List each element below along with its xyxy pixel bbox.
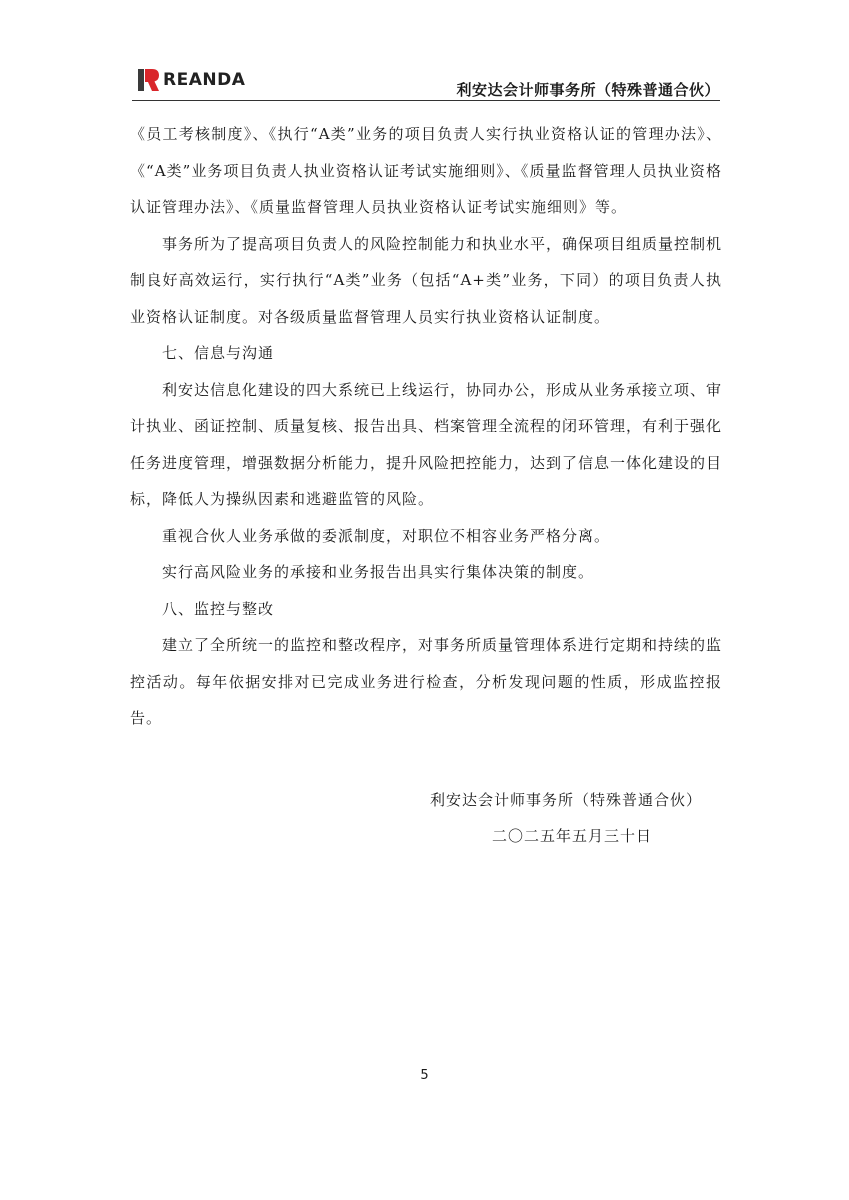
paragraph-monitoring-procedures: 建立了全所统一的监控和整改程序，对事务所质量管理体系进行定期和持续的监控活动。每年依据安排对已完成业务进行检查，分析发现问题的性质，形成监控报告。	[130, 636, 723, 727]
header-divider	[132, 100, 720, 101]
section-heading-information-communication: 七、信息与沟通	[162, 344, 275, 362]
signature-date: 二〇二五年五月三十日	[492, 827, 653, 845]
reanda-logo	[138, 67, 245, 93]
section-heading-monitoring-remediation: 八、监控与整改	[162, 599, 275, 618]
paragraph-regulations-list: 《员工考核制度》、《执行“A类”业务的项目负责人实行执业资格认证的管理办法》、《“A类”业务项目负责人执业资格认证考试实施细则》、《质量监督管理人员执业资格认证管理办法》、《质量监督管理人员执业资格认证考试实施细则》等。	[130, 125, 722, 216]
paragraph-collective-decision: 实行高风险业务的承接和业务报告出具实行集体决策的制度。	[162, 563, 595, 581]
header-firm-name: 利安达会计师事务所（特殊普通合伙）	[456, 81, 720, 99]
logo-text: REANDA	[163, 70, 246, 90]
paragraph-certification-system: 事务所为了提高项目负责人的风险控制能力和执业水平，确保项目组质量控制机制良好高效运行，实行执行“A类”业务（包括“A+类”业务，下同）的项目负责人执业资格认证制度。对各级质量监督管理人员实行执业资格认证制度。	[130, 234, 723, 326]
signature-firm-name: 利安达会计师事务所（特殊普通合伙）	[430, 791, 703, 809]
page-header	[132, 62, 720, 102]
document-body	[130, 116, 722, 737]
paragraph-information-systems: 利安达信息化建设的四大系统已上线运行，协同办公，形成从业务承接立项、审计执业、函证控制、质量复核、报告出具、档案管理全流程的闭环管理，有利于强化任务进度管理，增强数据分析能力，提升风险把控能力，达到了信息一体化建设的目标，降低人为操纵因素和逃避监管的风险。	[130, 380, 723, 508]
paragraph-partner-assignment: 重视合伙人业务承做的委派制度，对职位不相容业务严格分离。	[162, 526, 611, 545]
page-number: 5	[420, 1068, 429, 1083]
reanda-logo-mark-icon	[138, 69, 159, 91]
